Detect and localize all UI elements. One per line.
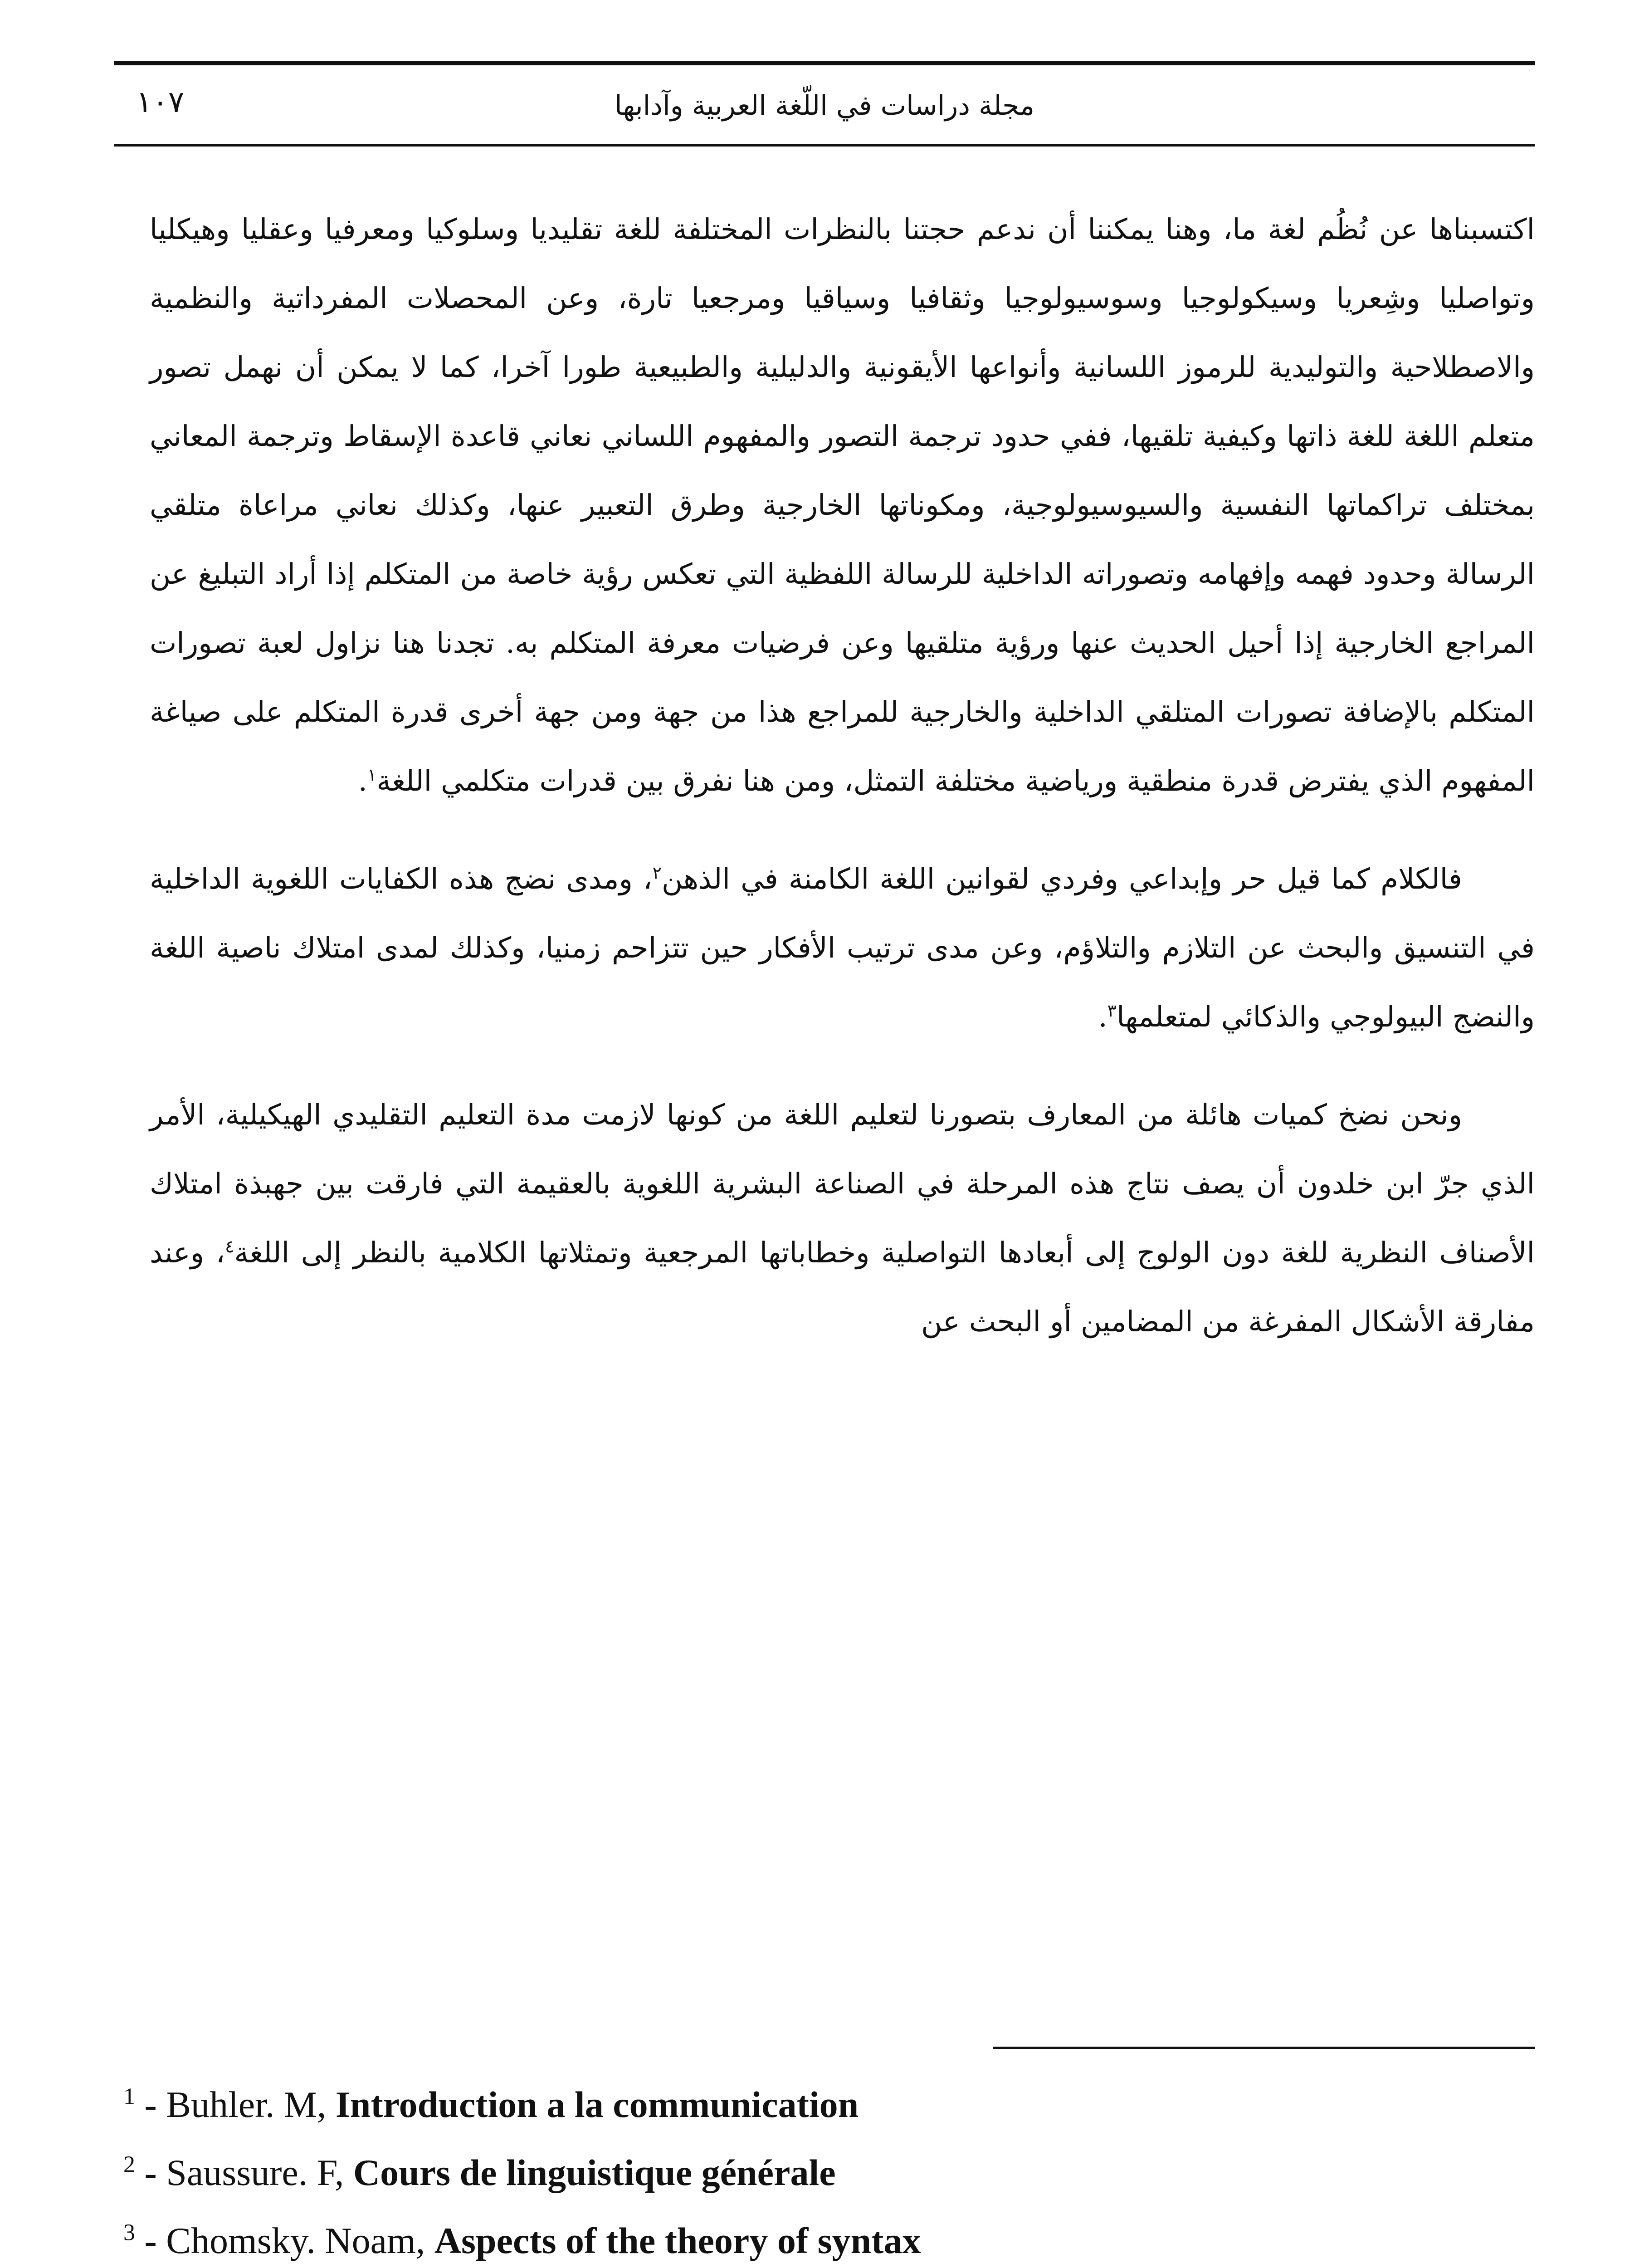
footnote-separator <box>993 2047 1535 2049</box>
paragraph-3: ونحن نضخ كميات هائلة من المعارف بتصورنا لتعليم اللغة من كونها لازمت مدة التعليم التقليدي الهيكيلية، الأمر الذي جرّ ابن خلدون أن يصف نتاج هذه المرحلة في الصناعة البشرية اللغوية بالعقيمة التي فارقت بين جهبذة امتلاك الأصناف النظرية للغة دون الولوج إلى أبعادها التواصلية وخطاباتها المرجعية وتمثلاتها الكلامية بالنظر إلى اللغة$^٤$، وعند مفارقة الأشكال المفرغة من المضامين أو البحث عن <box>150 1098 1535 1338</box>
paragraph-2: فالكلام كما قيل حر وإبداعي وفردي لقوانين اللغة الكامنة في الذهن$^٢$، ومدى نضج هذه الكفايات اللغوية الداخلية في التنسيق والبحث عن التلازم والتلاؤم، وعن مدى ترتيب الأفكار حين تتزاحم زمنيا، وكذلك لمدى امتلاك ناصية اللغة والنضج البيولوجي والذكائي لمتعلمها$^٣$. <box>150 862 1535 1033</box>
footnote-ref-1[interactable]: ١ <box>367 765 377 785</box>
journal-title: مجلة دراسات في اللّغة العربية وآدابها <box>615 90 1034 122</box>
body-text <box>150 195 1535 1846</box>
footnote-ref-4[interactable]: ٤ <box>225 1237 234 1256</box>
footnote-ref-2[interactable]: ٢ <box>652 863 662 883</box>
footnote-3: $^3$ - Chomsky. Noam, Aspects of the theory of syntax <box>123 2219 921 2261</box>
header-rule-bottom <box>114 144 1535 147</box>
paragraph-1: اكتسبناها عن نُظُم لغة ما، وهنا يمكننا أن ندعم حجتنا بالنظرات المختلفة للغة تقليديا وسلوكيا ومعرفيا وعقليا وهيكليا وتواصليا وشِعريا وسيكولوجيا وسوسيولوجيا وثقافيا وسياقيا ومرجعيا تارة، وعن المحصلات المفرداتية والنظمية والاصطلاحية والتوليدية للرموز اللسانية وأنواعها الأيقونية والدليلية والطبيعية طورا آخرا، كما لا يمكن أن نهمل تصور متعلم اللغة للغة ذاتها وكيفية تلقيها، ففي حدود ترجمة التصور والمفهوم اللساني نعاني قاعدة الإسقاط وترجمة المعاني بمختلف تراكماتها النفسية والسيوسيولوجية، ومكوناتها الخارجية وطرق التعبير عنها، وكذلك نعاني مراعاة متلقي الرسالة وحدود فهمه وإفهامه وتصوراته الداخلية للرسالة اللفظية التي تعكس رؤية خاصة من المتكلم إذا أراد التبليغ عن المراجع الخارجية إذا أحيل الحديث عنها ورؤية متلقيها وعن فرضيات معرفة المتكلم به. تجدنا هنا نزاول لعبة تصورات المتكلم بالإضافة تصورات المتلقي الداخلية والخارجية للمراجع هذا من جهة ومن جهة أخرى قدرة المتكلم على صياغة المفهوم الذي يفترض قدرة منطقية ورياضية مختلفة التمثل، ومن هنا نفرق بين قدرات متكلمي اللغة$^١$. <box>150 213 1535 797</box>
footnote-ref-3[interactable]: ٣ <box>1107 1001 1117 1021</box>
footnote-1: $^1$ - Buhler. M, Introduction a la communication <box>123 2083 859 2125</box>
header-rule-top <box>114 61 1535 65</box>
page-number: ١٠٧ <box>136 84 185 119</box>
footnote-2: $^2$ - Saussure. F, Cours de linguistique générale <box>123 2151 836 2193</box>
